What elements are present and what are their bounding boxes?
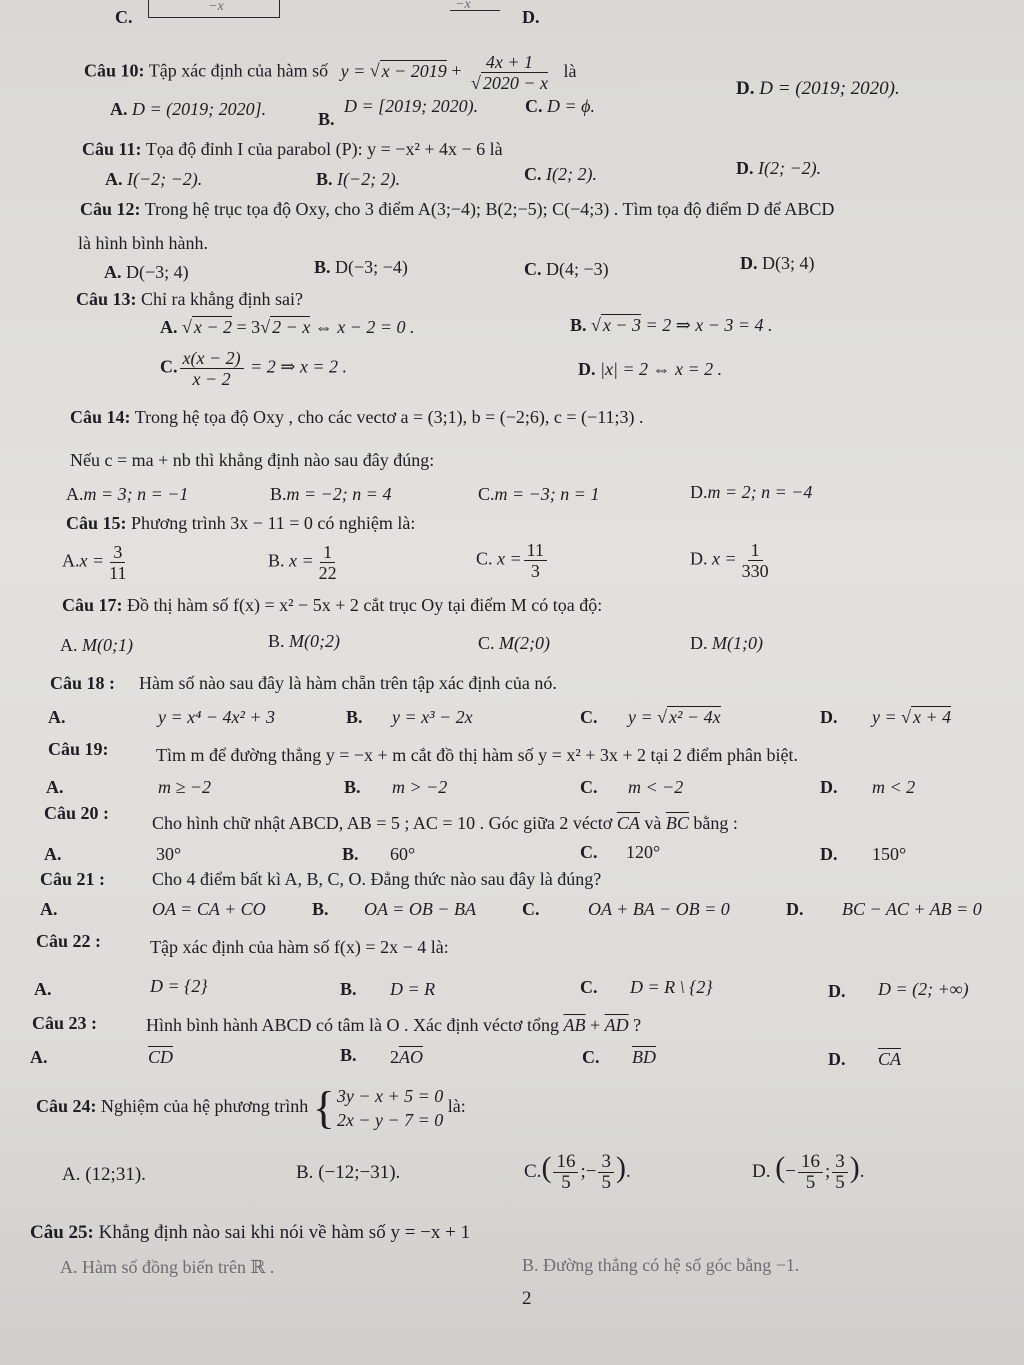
q14-option-b: B.m = −2; n = 4: [270, 484, 392, 504]
q22-option-d: D = (2; +∞): [878, 979, 969, 999]
q20-option-b-label: B.: [342, 844, 359, 864]
q22-option-b: D = R: [390, 979, 436, 999]
q11-option-a: A. I(−2; −2).: [105, 169, 203, 189]
q19-option-d: m < 2: [872, 777, 916, 797]
q23-option-a-label: A.: [30, 1047, 48, 1067]
q22-option-b-label: B.: [340, 979, 357, 999]
q10-option-b: D = [2019; 2020).: [344, 96, 479, 116]
q19-option-b: m > −2: [392, 777, 448, 797]
q19-stem: Tìm m để đường thẳng y = −x + m cắt đồ thị hàm số y = x² + 3x + 2 tại 2 điểm phân biệt.: [156, 745, 798, 765]
q23-option-c: $\overline{BD}$: [632, 1047, 656, 1067]
q20-option-c-label: C.: [580, 842, 598, 862]
q22-option-c: D = R \ {2}: [630, 977, 713, 997]
q15-option-b: B. x = $\frac{1}{22}$: [268, 542, 337, 583]
q25-option-b: B. Đường thẳng có hệ số góc bằng −1.: [522, 1255, 800, 1275]
q19-title: Câu 19:: [48, 739, 109, 759]
q22-option-c-label: C.: [580, 977, 598, 997]
q14-option-c: C.m = −3; n = 1: [478, 484, 600, 504]
q18-option-d: y = √ x + 4: [872, 707, 952, 727]
q22-option-a: D = {2}: [150, 976, 208, 996]
q22-option-d-label: D.: [828, 981, 846, 1001]
q18-option-d-label: D.: [820, 707, 838, 727]
q17-option-b: B. M(0;2): [268, 631, 340, 651]
q21-option-c: OA + BA − OB = 0: [588, 899, 730, 919]
q22-option-a-label: A.: [34, 979, 52, 999]
q13-option-c: C. $\frac{x(x - 2)}{x - 2}$ = 2 ⇒ x = 2 .: [160, 348, 347, 389]
q13-stem: Câu 13: Chỉ ra khẳng định sai?: [76, 289, 303, 309]
q12-option-c: C. D(4; −3): [524, 259, 609, 279]
q23-option-d: $\overline{CA}$: [878, 1049, 902, 1069]
q10-option-b-label: B.: [318, 109, 335, 129]
q14-option-a: A.m = 3; n = −1: [66, 484, 189, 504]
q13-option-b: B. √ x − 3 = 2 ⇒ x − 3 = 4 .: [570, 315, 773, 335]
q14-stem-2: Nếu c = ma + nb thì khẳng định nào sau đây đúng:: [70, 450, 435, 470]
q13-option-d: D. |x| = 2 ⇔ x = 2 .: [578, 359, 723, 379]
q21-option-a-label: A.: [40, 899, 58, 919]
q14-stem: Câu 14: Trong hệ tọa độ Oxy , cho các vectơ a = (3;1), b = (−2;6), c = (−11;3) .: [70, 407, 644, 427]
q24-option-c: C.( $\frac{16}{5}$ ;− $\frac{3}{5}$ ).: [524, 1150, 631, 1193]
q25-stem: Câu 25: Khẳng định nào sai khi nói về hàm số y = −x + 1: [30, 1222, 471, 1243]
q11-option-b: B. I(−2; 2).: [316, 169, 401, 189]
q11-option-c: C. I(2; 2).: [524, 164, 597, 184]
q23-option-c-label: C.: [582, 1047, 600, 1067]
q21-option-b-label: B.: [312, 899, 329, 919]
q18-option-c: y = √ x² − 4x: [628, 707, 721, 727]
q11-stem: Câu 11: Tọa độ đỉnh I của parabol (P): y = −x² + 4x − 6 là: [82, 139, 503, 159]
q22-title: Câu 22 :: [36, 931, 102, 951]
q19-option-b-label: B.: [344, 777, 361, 797]
q24-option-a: A. (12;31).: [62, 1164, 146, 1185]
q12-stem: Câu 12: Trong hệ trục tọa độ Oxy, cho 3 điểm A(3;−4); B(2;−5); C(−4;3) . Tìm tọa độ điểm D để ABCD: [80, 199, 835, 219]
q20-option-d-label: D.: [820, 844, 838, 864]
q15-option-d: D. x = $\frac{1}{330}$: [690, 540, 769, 581]
q17-option-d: D. M(1;0): [690, 633, 763, 653]
q14-option-d: D.m = 2; n = −4: [690, 482, 813, 502]
q18-option-a-label: A.: [48, 707, 66, 727]
q24-stem: Câu 24: Nghiệm của hệ phương trình { 3y − x + 5 = 0 2x − y − 7 = 0 là:: [36, 1082, 466, 1133]
top-option-d: D.: [522, 7, 540, 27]
q20-title: Câu 20 :: [44, 803, 110, 823]
q12-stem-2: là hình bình hành.: [78, 233, 208, 253]
q20-stem: Cho hình chữ nhật ABCD, AB = 5 ; AC = 10 . Góc giữa 2 véctơ $\overline{CA}$ và $\overline{BC}$ bằng :: [152, 813, 738, 833]
q25-option-a: A. Hàm số đồng biến trên ℝ .: [60, 1257, 275, 1277]
q19-option-a-label: A.: [46, 777, 64, 797]
q20-option-a: 30°: [156, 844, 182, 864]
q18-option-a: y = x⁴ − 4x² + 3: [158, 707, 276, 727]
q18-option-b-label: B.: [346, 707, 363, 727]
q23-stem: Hình bình hành ABCD có tâm là O . Xác định véctơ tổng $\overline{AB} + \overline{AD}$ ?: [146, 1015, 642, 1035]
q12-option-b: B. D(−3; −4): [314, 257, 408, 277]
q23-option-d-label: D.: [828, 1049, 846, 1069]
q20-option-c: 120°: [626, 842, 661, 862]
q23-title: Câu 23 :: [32, 1013, 98, 1033]
q20-option-b: 60°: [390, 844, 416, 864]
q15-option-a: A.x = $\frac{3}{11}$: [62, 542, 127, 583]
q21-option-d: BC − AC + AB = 0: [842, 899, 982, 919]
q15-stem: Câu 15: Phương trình 3x − 11 = 0 có nghiệm là:: [66, 513, 416, 533]
q24-option-b: B. (−12;−31).: [296, 1162, 401, 1183]
q17-stem: Câu 17: Đồ thị hàm số f(x) = x² − 5x + 2 cắt trục Oy tại điểm M có tọa độ:: [62, 595, 603, 615]
q13-option-a: A. √ x − 2 = 3√ 2 − x ⇔ x − 2 = 0 .: [160, 317, 415, 337]
q19-option-d-label: D.: [820, 777, 838, 797]
q22-stem: Tập xác định của hàm số f(x) = 2x − 4 là:: [150, 937, 449, 957]
q12-option-a: A. D(−3; 4): [104, 262, 189, 282]
q18-option-b: y = x³ − 2x: [392, 707, 473, 727]
q12-option-d: D. D(3; 4): [740, 253, 815, 273]
q11-option-d: D. I(2; −2).: [736, 158, 822, 178]
q19-option-c: m < −2: [628, 777, 684, 797]
q23-option-b-label: B.: [340, 1045, 357, 1065]
q21-title: Câu 21 :: [40, 869, 106, 889]
q20-option-d: 150°: [872, 844, 907, 864]
q10-option-a: A. D = (2019; 2020].: [110, 99, 267, 119]
q17-option-a: A. M(0;1): [60, 635, 133, 655]
q10-option-d: D. D = (2019; 2020).: [736, 78, 900, 99]
q19-option-c-label: C.: [580, 777, 598, 797]
q21-stem: Cho 4 điểm bất kì A, B, C, O. Đẳng thức nào sau đây là đúng?: [152, 869, 602, 889]
q15-option-c: C. x = $\frac{11}{3}$: [476, 540, 549, 581]
top-c-left: −x: [208, 0, 224, 14]
page-number: 2: [522, 1288, 532, 1309]
q17-option-c: C. M(2;0): [478, 633, 550, 653]
q10-option-c: C. D = ϕ.: [525, 96, 595, 116]
q21-option-b: OA = OB − BA: [364, 899, 476, 919]
q18-option-c-label: C.: [580, 707, 598, 727]
q23-option-a: $\overline{CD}$: [148, 1047, 174, 1067]
top-c-right: −x: [455, 0, 471, 12]
q19-option-a: m ≥ −2: [158, 777, 212, 797]
q21-option-c-label: C.: [522, 899, 540, 919]
top-option-c: C.: [115, 7, 133, 27]
q23-option-b: $2\overline{AO}$: [390, 1047, 423, 1067]
q24-option-d: D. (− $\frac{16}{5}$ ; $\frac{3}{5}$ ).: [752, 1150, 865, 1193]
q21-option-d-label: D.: [786, 899, 804, 919]
q18-stem: Câu 18 : Hàm số nào sau đây là hàm chẵn trên tập xác định của nó.: [50, 673, 557, 693]
q21-option-a: OA = CA + CO: [152, 899, 266, 919]
q20-option-a-label: A.: [44, 844, 62, 864]
q10-stem: Câu 10: Tập xác định của hàm số y = √ x − 2019 + $\frac{4x + 1}{√ 2020 - x}$ là: [84, 52, 577, 93]
